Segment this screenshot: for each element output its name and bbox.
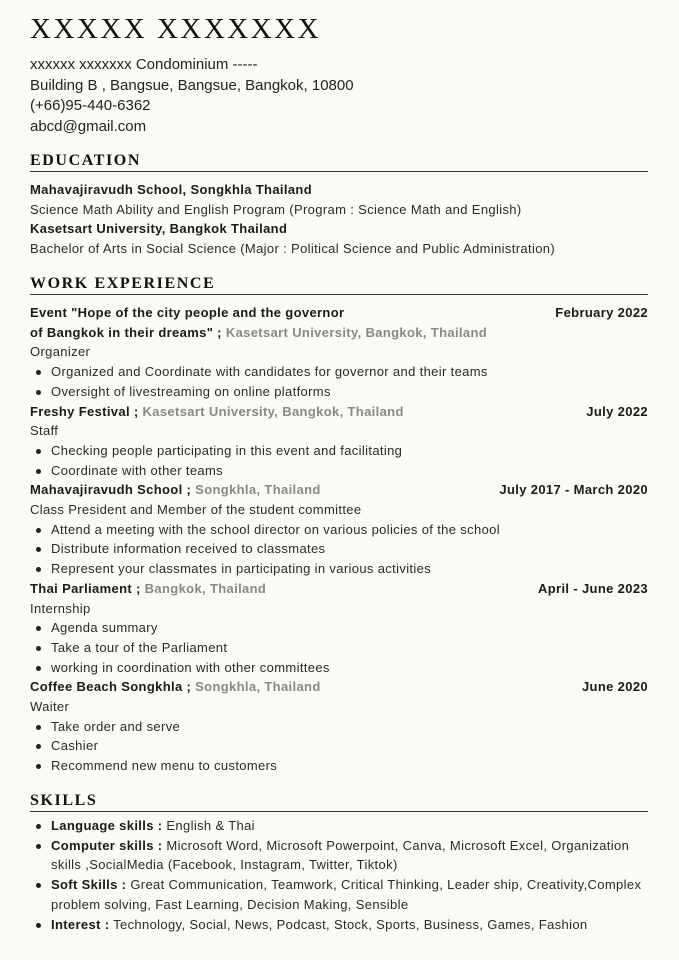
education-program: Bachelor of Arts in Social Science (Major : Political Science and Public Administration) (30, 241, 556, 257)
work-location: Bangkok, Thailand (144, 580, 267, 596)
work-bullets (30, 362, 648, 401)
work-entry-header (30, 480, 648, 500)
work-bullet: Distribute information received to classmates (30, 539, 648, 559)
work-bullet: Cashier (30, 736, 648, 756)
work-location: Songkhla, Thailand (195, 482, 321, 498)
work-location: Kasetsart University, Bangkok, Thailand (225, 324, 488, 340)
skill-value: Technology, Social, News, Podcast, Stock, Sports, Business, Games, Fashion (113, 916, 588, 932)
work-date: July 2022 (586, 403, 648, 419)
work-title: Freshy Festival ; (30, 403, 139, 419)
contact-block (30, 55, 354, 137)
address-line-2: Building B , Bangsue, Bangsue, Bangkok, 10800 (30, 76, 354, 94)
skills-heading: SKILLS (30, 791, 648, 812)
skill-item (30, 915, 648, 935)
skill-item (30, 875, 648, 914)
work-bullet: Take a tour of the Parliament (30, 638, 648, 658)
work-heading: WORK EXPERIENCE (30, 274, 648, 295)
work-title: Mahavajiravudh School ; (30, 482, 192, 498)
work-date: February 2022 (555, 305, 648, 320)
skill-value: Microsoft Word, Microsoft Powerpoint, Canva, Microsoft Excel, Organization skills ,SocialMedia (Facebook, Instagram, Twitter, Tiktok) (51, 837, 630, 873)
phone: (+66)95-440-6362 (30, 97, 151, 115)
work-title-group (30, 480, 321, 500)
work-entry (30, 402, 648, 481)
work-date: July 2017 - March 2020 (499, 482, 648, 498)
skill-item (30, 836, 648, 875)
work-date: June 2020 (581, 679, 648, 695)
work-entry (30, 677, 648, 776)
work-experience-section (30, 274, 648, 776)
work-bullet: Attend a meeting with the school director on various policies of the school (30, 520, 648, 540)
work-title-line: Event "Hope of the city people and the governor (30, 305, 345, 320)
work-bullet: Recommend new menu to customers (30, 756, 648, 776)
education-program: Science Math Ability and English Program (Program : Science Math and English) (30, 201, 522, 217)
education-school: Mahavajiravudh School, Songkhla Thailand (30, 182, 312, 197)
education-heading: EDUCATION (30, 151, 648, 172)
work-title: Coffee Beach Songkhla ; (30, 679, 192, 695)
work-bullets (30, 618, 648, 677)
work-bullets (30, 441, 648, 480)
work-entry (30, 579, 648, 678)
skill-value: Great Communication, Teamwork, Critical Thinking, Leader ship, Creativity,Complex problem solving, Fast Learning, Decision Making, Sensible (51, 877, 642, 912)
work-role: Internship (30, 600, 91, 616)
work-role: Organizer (30, 344, 91, 360)
work-title: Thai Parliament ; (30, 580, 141, 596)
work-date: April - June 2023 (538, 580, 648, 596)
work-bullet: Agenda summary (30, 618, 648, 638)
work-location: Kasetsart University, Bangkok, Thailand (142, 403, 404, 419)
work-bullet: Organized and Coordinate with candidates for governor and their teams (30, 362, 648, 382)
work-role: Staff (30, 423, 59, 439)
work-bullet: Oversight of livestreaming on online platforms (30, 382, 648, 402)
work-entry (30, 303, 648, 402)
skill-label: Soft Skills : (51, 877, 127, 893)
work-bullet: Coordinate with other teams (30, 461, 648, 481)
work-bullets (30, 520, 648, 579)
work-bullet: working in coordination with other committees (30, 658, 648, 678)
education-school: Kasetsart University, Bangkok Thailand (30, 221, 288, 237)
skill-label: Language skills : (51, 818, 163, 833)
work-entry-header (30, 677, 648, 697)
work-entry-subheader (30, 323, 648, 343)
applicant-name: XXXXX XXXXXXX (30, 13, 322, 45)
work-entry-header (30, 402, 648, 422)
skill-value: English & Thai (166, 818, 255, 833)
work-title: of Bangkok in their dreams" ; (30, 324, 222, 340)
skill-item (30, 816, 648, 836)
skills-section (30, 791, 648, 934)
work-role: Class President and Member of the student committee (30, 502, 362, 518)
work-title-group (30, 402, 404, 422)
work-bullets (30, 717, 648, 776)
work-entry-header (30, 303, 648, 323)
education-section (30, 151, 648, 259)
address-line-1: xxxxxx xxxxxxx Condominium ----- (30, 56, 258, 73)
work-entry-header (30, 579, 648, 599)
work-entry (30, 480, 648, 579)
work-title-group (30, 677, 321, 697)
skill-label: Interest : (51, 916, 110, 932)
work-location: Songkhla, Thailand (195, 679, 321, 695)
work-bullet: Checking people participating in this event and facilitating (30, 441, 648, 461)
work-role: Waiter (30, 699, 70, 715)
email: abcd@gmail.com (30, 117, 147, 135)
work-bullet: Take order and serve (30, 717, 648, 737)
skill-label: Computer skills : (51, 837, 163, 853)
work-title-group (30, 579, 266, 599)
work-bullet: Represent your classmates in participating in various activities (30, 559, 648, 579)
